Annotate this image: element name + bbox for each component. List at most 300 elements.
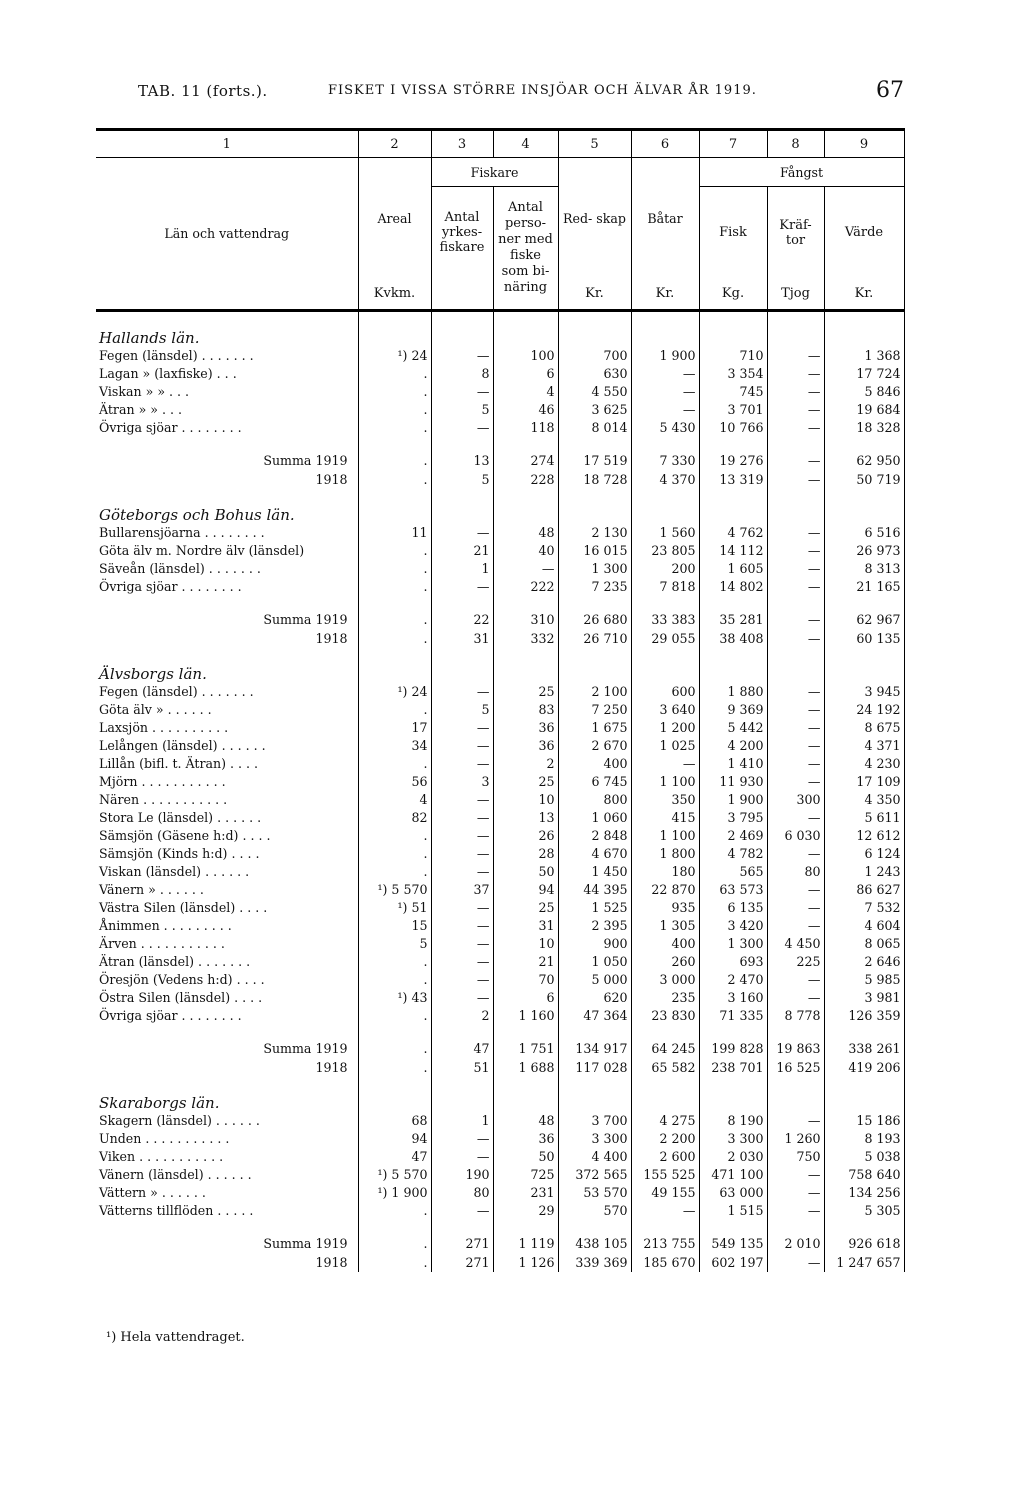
data-cell: .	[358, 560, 431, 578]
data-cell: 1 900	[699, 791, 767, 809]
data-cell: 82	[358, 809, 431, 827]
data-cell: 56	[358, 773, 431, 791]
row-label: Sämsjön (Kinds h:d) . . . .	[99, 845, 260, 861]
summary-cell: 602 197	[699, 1253, 767, 1272]
summary-cell: 419 206	[824, 1058, 904, 1077]
summary-row	[96, 629, 904, 648]
spacer-cell	[767, 310, 824, 347]
data-cell: 25	[493, 683, 558, 701]
summary-cell: 26 710	[558, 629, 631, 648]
summary-cell: 13	[431, 451, 493, 470]
data-cell: 260	[631, 953, 699, 971]
data-cell: 1 100	[631, 773, 699, 791]
data-cell: 48	[493, 1112, 558, 1130]
spacer-cell	[767, 489, 824, 524]
data-cell: .	[358, 1202, 431, 1220]
data-cell: 48	[493, 524, 558, 542]
summary-cell: 1 126	[493, 1253, 558, 1272]
data-cell: 71 335	[699, 1007, 767, 1025]
table-row	[96, 989, 904, 1007]
table-row	[96, 419, 904, 437]
data-cell: 2 670	[558, 737, 631, 755]
data-cell: 1 525	[558, 899, 631, 917]
data-cell: 6 745	[558, 773, 631, 791]
data-cell: —	[431, 1130, 493, 1148]
data-cell: —	[431, 737, 493, 755]
data-cell: 4 275	[631, 1112, 699, 1130]
data-cell: 1 450	[558, 863, 631, 881]
data-cell: 693	[699, 953, 767, 971]
data-cell: 1 050	[558, 953, 631, 971]
data-cell: —	[767, 1112, 824, 1130]
data-cell: 5	[431, 701, 493, 719]
data-cell: —	[431, 809, 493, 827]
spacer-cell	[824, 648, 904, 683]
unit-redskap: Kr.	[558, 279, 631, 311]
row-label: Nären . . . . . . . . . . .	[99, 791, 228, 807]
data-cell: 17	[358, 719, 431, 737]
summary-label: Summa 1919	[263, 611, 348, 627]
summary-cell: .	[358, 629, 431, 648]
summary-cell: 1 247 657	[824, 1253, 904, 1272]
table-row	[96, 953, 904, 971]
summary-cell: .	[358, 1058, 431, 1077]
summary-cell: 1 119	[493, 1234, 558, 1253]
table-row	[96, 1007, 904, 1025]
data-cell: 44 395	[558, 881, 631, 899]
row-label: Vättern » . . . . . .	[99, 1184, 206, 1200]
unit-yrkesfiskare-blank	[431, 279, 493, 311]
data-cell: —	[431, 683, 493, 701]
data-cell: 2 200	[631, 1130, 699, 1148]
data-cell: 80	[431, 1184, 493, 1202]
table-row	[96, 1112, 904, 1130]
data-cell: 758 640	[824, 1166, 904, 1184]
data-cell: 26 973	[824, 542, 904, 560]
summary-cell: 338 261	[824, 1039, 904, 1058]
summary-cell: 19 863	[767, 1039, 824, 1058]
data-cell: 4 371	[824, 737, 904, 755]
summary-cell: .	[358, 1253, 431, 1272]
table-row	[96, 1148, 904, 1166]
data-cell: .	[358, 578, 431, 596]
data-cell: ¹) 24	[358, 347, 431, 365]
summary-cell: 1 688	[493, 1058, 558, 1077]
data-cell: 1 410	[699, 755, 767, 773]
data-cell: —	[767, 1166, 824, 1184]
data-cell: 3 354	[699, 365, 767, 383]
data-cell: 34	[358, 737, 431, 755]
data-cell: 620	[558, 989, 631, 1007]
col-num-6: 6	[631, 130, 699, 158]
data-cell: 4 450	[767, 935, 824, 953]
summary-cell: 228	[493, 470, 558, 489]
data-cell: 10 766	[699, 419, 767, 437]
col-batar: Båtar	[631, 158, 699, 279]
section-title: Göteborgs och Bohus län.	[99, 505, 295, 524]
data-cell: 6 135	[699, 899, 767, 917]
table-reference: TAB. 11 (forts.).	[138, 82, 268, 100]
data-cell: 3 945	[824, 683, 904, 701]
summary-cell: 271	[431, 1234, 493, 1253]
table-row	[96, 347, 904, 365]
data-cell: 94	[358, 1130, 431, 1148]
section-title: Hallands län.	[99, 328, 200, 347]
summary-cell: 64 245	[631, 1039, 699, 1058]
data-cell: 4 762	[699, 524, 767, 542]
spacer-cell	[358, 1077, 431, 1112]
data-cell: 9 369	[699, 701, 767, 719]
data-cell: —	[431, 419, 493, 437]
data-cell: —	[767, 1184, 824, 1202]
table-row	[96, 935, 904, 953]
summary-cell: —	[767, 1253, 824, 1272]
data-cell: —	[431, 953, 493, 971]
summary-cell: 332	[493, 629, 558, 648]
data-cell: 235	[631, 989, 699, 1007]
spacer-cell	[824, 1077, 904, 1112]
table-row	[96, 701, 904, 719]
data-cell: 68	[358, 1112, 431, 1130]
data-cell: 21	[431, 542, 493, 560]
data-cell: .	[358, 401, 431, 419]
data-cell: —	[431, 863, 493, 881]
data-cell: 25	[493, 773, 558, 791]
summary-cell: .	[358, 451, 431, 470]
data-cell: 86 627	[824, 881, 904, 899]
data-cell: .	[358, 383, 431, 401]
col-num-4: 4	[493, 130, 558, 158]
data-cell: 25	[493, 899, 558, 917]
col-kraftor: Kräf- tor	[767, 187, 824, 279]
data-cell: 1 305	[631, 917, 699, 935]
table-row	[96, 755, 904, 773]
data-cell: —	[767, 365, 824, 383]
table-row	[96, 737, 904, 755]
summary-label: 1918	[315, 1059, 348, 1075]
data-cell: 400	[631, 935, 699, 953]
table-row	[96, 542, 904, 560]
data-cell: —	[631, 755, 699, 773]
row-label: Sämsjön (Gäsene h:d) . . . .	[99, 827, 271, 843]
data-cell: 1 515	[699, 1202, 767, 1220]
col-varde: Värde	[824, 187, 904, 279]
data-cell: 3 640	[631, 701, 699, 719]
data-cell: 5 846	[824, 383, 904, 401]
row-label: Fegen (länsdel) . . . . . . .	[99, 683, 254, 699]
summary-cell: 65 582	[631, 1058, 699, 1077]
data-cell: —	[767, 755, 824, 773]
data-cell: 1 605	[699, 560, 767, 578]
summary-cell: 26 680	[558, 610, 631, 629]
data-cell: 2	[493, 755, 558, 773]
summary-cell: 4 370	[631, 470, 699, 489]
data-cell: 18 328	[824, 419, 904, 437]
spacer-cell	[699, 489, 767, 524]
summary-cell: 13 319	[699, 470, 767, 489]
table-row	[96, 917, 904, 935]
data-cell: 1 060	[558, 809, 631, 827]
data-cell: —	[431, 719, 493, 737]
data-cell: 155 525	[631, 1166, 699, 1184]
table-row	[96, 863, 904, 881]
table-row	[96, 791, 904, 809]
data-cell: 22 870	[631, 881, 699, 899]
table-row	[96, 1202, 904, 1220]
summary-cell: 62 967	[824, 610, 904, 629]
summary-label: Summa 1919	[263, 1040, 348, 1056]
summary-row	[96, 451, 904, 470]
data-cell: 94	[493, 881, 558, 899]
data-cell: 1 100	[631, 827, 699, 845]
col-num-7: 7	[699, 130, 767, 158]
table-row	[96, 881, 904, 899]
row-label: Övriga sjöar . . . . . . . .	[99, 578, 242, 594]
summary-cell: 19 276	[699, 451, 767, 470]
row-label: Lillån (bifl. t. Ätran) . . . .	[99, 755, 259, 771]
summary-cell: 213 755	[631, 1234, 699, 1253]
summary-cell: 16 525	[767, 1058, 824, 1077]
data-cell: 29	[493, 1202, 558, 1220]
data-cell: —	[631, 401, 699, 419]
data-cell: ¹) 5 570	[358, 881, 431, 899]
footnote: ¹) Hela vattendraget.	[106, 1330, 245, 1345]
summary-cell: 7 330	[631, 451, 699, 470]
spacer-cell	[431, 648, 493, 683]
spacer-cell	[699, 310, 767, 347]
data-cell: .	[358, 953, 431, 971]
data-cell: 8 014	[558, 419, 631, 437]
row-label: Öresjön (Vedens h:d) . . . .	[99, 971, 265, 987]
data-cell: 53 570	[558, 1184, 631, 1202]
data-cell: 6	[493, 365, 558, 383]
data-cell: 118	[493, 419, 558, 437]
col-num-2: 2	[358, 130, 431, 158]
data-cell: 21 165	[824, 578, 904, 596]
summary-cell: .	[358, 1039, 431, 1058]
data-cell: —	[767, 719, 824, 737]
data-cell: 5 430	[631, 419, 699, 437]
table-row	[96, 845, 904, 863]
data-cell: 745	[699, 383, 767, 401]
data-cell: 4 670	[558, 845, 631, 863]
data-cell: —	[431, 524, 493, 542]
unit-areal: Kvkm.	[358, 279, 431, 311]
data-cell: 10	[493, 791, 558, 809]
row-label: Säveån (länsdel) . . . . . . .	[99, 560, 261, 576]
spacer-cell	[631, 489, 699, 524]
summary-cell: —	[767, 629, 824, 648]
row-label: Lagan » (laxfiske) . . .	[99, 365, 237, 381]
spacer-cell	[493, 1077, 558, 1112]
data-cell: 8 313	[824, 560, 904, 578]
data-cell: —	[431, 989, 493, 1007]
data-cell: 10	[493, 935, 558, 953]
data-cell: 15 186	[824, 1112, 904, 1130]
data-cell: —	[767, 542, 824, 560]
summary-label: Summa 1919	[263, 1235, 348, 1251]
data-cell: 710	[699, 347, 767, 365]
data-cell: 630	[558, 365, 631, 383]
col-num-5: 5	[558, 130, 631, 158]
data-cell: 1 300	[699, 935, 767, 953]
summary-row	[96, 610, 904, 629]
data-cell: 471 100	[699, 1166, 767, 1184]
data-cell: 37	[431, 881, 493, 899]
page-header	[138, 78, 904, 106]
data-cell: 36	[493, 719, 558, 737]
spacer-cell	[431, 489, 493, 524]
data-cell: 3	[431, 773, 493, 791]
data-cell: 1 260	[767, 1130, 824, 1148]
data-cell: 1 300	[558, 560, 631, 578]
data-cell: 8 778	[767, 1007, 824, 1025]
data-cell: 15	[358, 917, 431, 935]
data-cell: 350	[631, 791, 699, 809]
section-heading-row	[96, 648, 904, 683]
row-label: Fegen (länsdel) . . . . . . .	[99, 347, 254, 363]
table-row	[96, 383, 904, 401]
summary-cell: 29 055	[631, 629, 699, 648]
row-label: Vänern » . . . . . .	[99, 881, 204, 897]
data-cell: 3 300	[699, 1130, 767, 1148]
data-cell: —	[431, 917, 493, 935]
col-binaring: Antal perso- ner med fiske som bi- näring	[493, 187, 558, 311]
summary-cell: 310	[493, 610, 558, 629]
summary-cell: 18 728	[558, 470, 631, 489]
data-cell: 13	[493, 809, 558, 827]
data-cell: 24 192	[824, 701, 904, 719]
section-heading-row	[96, 1077, 904, 1112]
data-cell: 6 516	[824, 524, 904, 542]
data-cell: 300	[767, 791, 824, 809]
spacer-cell	[558, 1077, 631, 1112]
gap-row	[96, 596, 904, 610]
data-cell: —	[431, 755, 493, 773]
summary-cell: 134 917	[558, 1039, 631, 1058]
summary-cell: 47	[431, 1039, 493, 1058]
summary-cell: 238 701	[699, 1058, 767, 1077]
data-cell: 231	[493, 1184, 558, 1202]
data-cell: —	[431, 827, 493, 845]
data-cell: 1 880	[699, 683, 767, 701]
data-cell: 126 359	[824, 1007, 904, 1025]
spacer-cell	[631, 1077, 699, 1112]
unit-kraftor: Tjog	[767, 279, 824, 311]
summary-row	[96, 1253, 904, 1272]
row-label: Östra Silen (länsdel) . . . .	[99, 989, 263, 1005]
data-cell: 47	[358, 1148, 431, 1166]
data-cell: 19 684	[824, 401, 904, 419]
data-cell: 31	[493, 917, 558, 935]
data-cell: 4 400	[558, 1148, 631, 1166]
spacer-cell	[824, 489, 904, 524]
data-cell: 17 109	[824, 773, 904, 791]
summary-row	[96, 1058, 904, 1077]
data-cell: 225	[767, 953, 824, 971]
data-cell: 40	[493, 542, 558, 560]
summary-label: 1918	[315, 1254, 348, 1270]
summary-cell: 38 408	[699, 629, 767, 648]
data-cell: 4 604	[824, 917, 904, 935]
data-cell: 1	[431, 1112, 493, 1130]
data-cell: ¹) 43	[358, 989, 431, 1007]
data-cell: —	[767, 881, 824, 899]
data-cell: —	[431, 383, 493, 401]
summary-cell: .	[358, 1234, 431, 1253]
data-cell: 2 100	[558, 683, 631, 701]
data-cell: 8 190	[699, 1112, 767, 1130]
data-cell: 7 818	[631, 578, 699, 596]
unit-batar: Kr.	[631, 279, 699, 311]
data-cell: 1 675	[558, 719, 631, 737]
data-cell: 5 305	[824, 1202, 904, 1220]
data-cell: —	[767, 683, 824, 701]
spacer-cell	[358, 310, 431, 347]
data-cell: 36	[493, 1130, 558, 1148]
summary-cell: .	[358, 470, 431, 489]
row-label: Göta älv m. Nordre älv (länsdel)	[99, 542, 305, 558]
data-cell: .	[358, 863, 431, 881]
data-cell: 8 065	[824, 935, 904, 953]
summary-cell: 339 369	[558, 1253, 631, 1272]
data-cell: —	[767, 809, 824, 827]
table-row	[96, 683, 904, 701]
data-cell: 16 015	[558, 542, 631, 560]
data-cell: 83	[493, 701, 558, 719]
data-cell: .	[358, 845, 431, 863]
data-cell: .	[358, 419, 431, 437]
gap-row	[96, 1220, 904, 1234]
data-cell: 11 930	[699, 773, 767, 791]
data-cell: .	[358, 1007, 431, 1025]
data-cell: 3 700	[558, 1112, 631, 1130]
row-label: Övriga sjöar . . . . . . . .	[99, 419, 242, 435]
data-cell: —	[767, 578, 824, 596]
unit-varde: Kr.	[824, 279, 904, 311]
page-number: 67	[876, 78, 904, 103]
data-cell: 372 565	[558, 1166, 631, 1184]
data-cell: —	[767, 383, 824, 401]
data-cell: 1 560	[631, 524, 699, 542]
data-cell: 80	[767, 863, 824, 881]
data-cell: 2 646	[824, 953, 904, 971]
summary-label: Summa 1919	[263, 452, 348, 468]
summary-cell: 35 281	[699, 610, 767, 629]
col-areal: Areal	[358, 158, 431, 279]
row-label: Ätran (länsdel) . . . . . . .	[99, 953, 251, 969]
table-row	[96, 719, 904, 737]
spacer-cell	[767, 1077, 824, 1112]
data-cell: 50	[493, 1148, 558, 1166]
data-cell: —	[767, 1202, 824, 1220]
data-cell: 8 193	[824, 1130, 904, 1148]
col-num-8: 8	[767, 130, 824, 158]
col-fisk: Fisk	[699, 187, 767, 279]
section-heading-row	[96, 310, 904, 347]
data-cell: .	[358, 971, 431, 989]
col-num-9: 9	[824, 130, 904, 158]
data-cell: 222	[493, 578, 558, 596]
summary-cell: 274	[493, 451, 558, 470]
summary-cell: 60 135	[824, 629, 904, 648]
data-cell: 5 038	[824, 1148, 904, 1166]
data-cell: 800	[558, 791, 631, 809]
data-cell: 1 800	[631, 845, 699, 863]
data-cell: ¹) 51	[358, 899, 431, 917]
data-cell: 700	[558, 347, 631, 365]
data-cell: 6 030	[767, 827, 824, 845]
